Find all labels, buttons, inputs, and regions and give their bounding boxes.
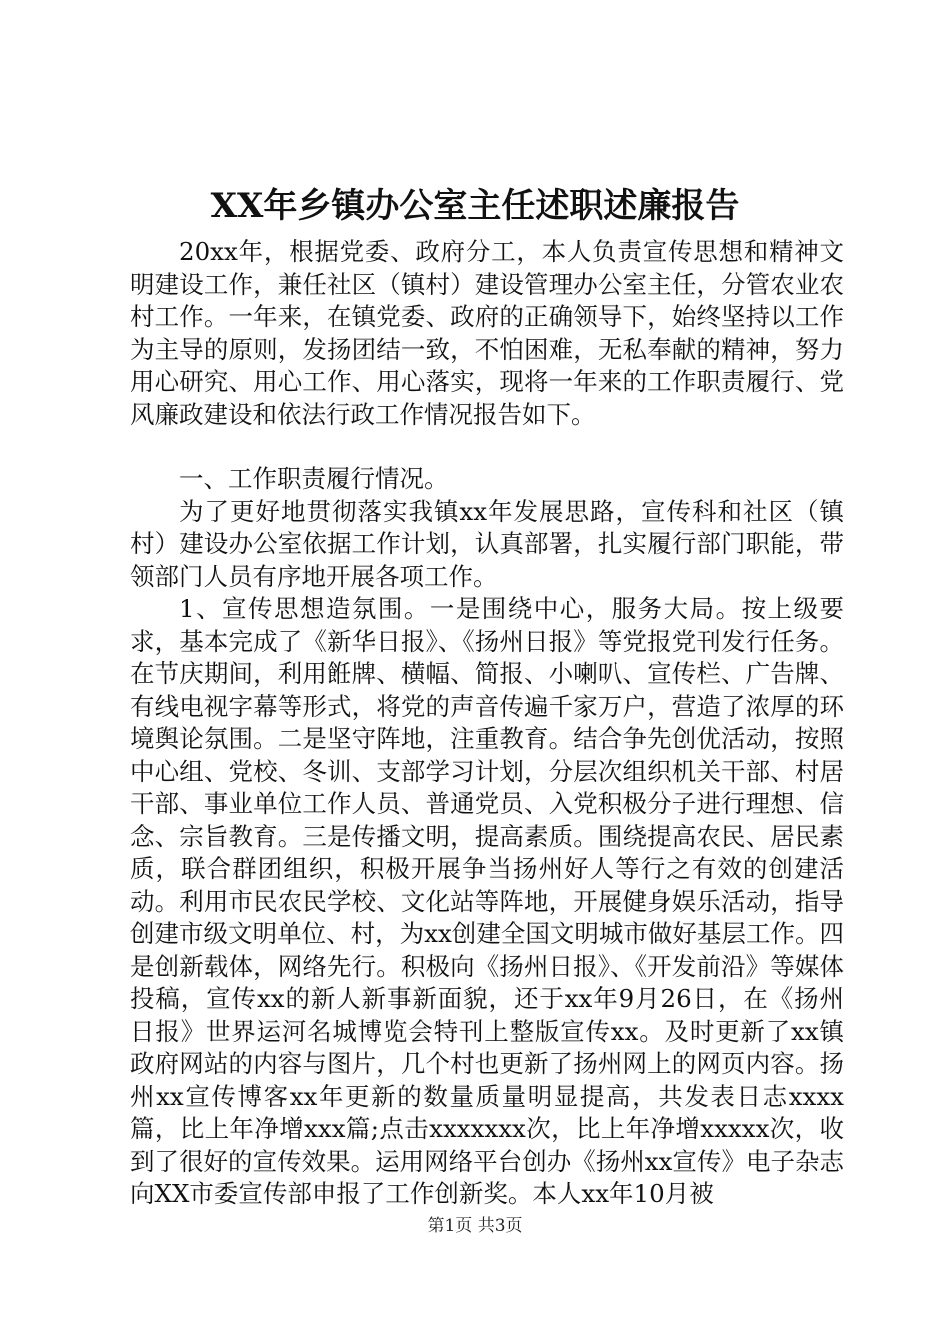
propaganda-paragraph: 1、宣传思想造氛围。一是围绕中心，服务大局。按上级要求，基本完成了《新华日报》、《扬州日报》等党报党刊发行任务。在节庆期间，利用餁牌、横幅、简报、小喇叭、宣传栏、广告牌、有线电视字幕等形式，将党的声音传遍千家万户，营造了浓厚的环境舆论氛围。二是坚守阵地，注重教育。结合争先创优活动，按照中心组、党校、冬训、支部学习计划，分层次组织机关干部、村居干部、事业单位工作人员、普通党员、入党积极分子进行理想、信念、宗旨教育。三是传播文明，提高素质。围绕提高农民、居民素质，联合群团组织，积极开展争当扬州好人等行之有效的创建活动。利用市民农民学校、文化站等阵地，开展健身娱乐活动，指导创建市级文明单位、村，为xx创建全国文明城市做好基层工作。四是创新载体，网络先行。积极向《扬州日报》、《开发前沿》等媒体投稿，宣传xx的新人新事新面貌，还于xx年9月26日，在《扬州日报》世界运河名城博览会特刊上整版宣传xx。及时更新了xx镇政府网站的内容与图片，几个村也更新了扬州网上的网页内容。扬州xx宣传博客xx年更新的数量质量明显提高，共发表日志xxxx篇，比上年净增xxx篇;点击xxxxxxx次，比上年净增xxxxx次，收到了很好的宣传效果。运用网络平台创办《扬州xx宣传》电子杂志向XX市委宣传部申报了工作创新奖。本人xx年10月被	[130, 594, 844, 1208]
section-heading: 一、工作职责履行情况。	[179, 464, 449, 493]
page-number-footer: 第1页 共3页	[427, 1216, 523, 1236]
document-body	[130, 236, 844, 1211]
document-title: XX年乡镇办公室主任述职述廉报告	[210, 186, 740, 226]
section-intro-paragraph: 为了更好地贯彻落实我镇xx年发展思路，宣传科和社区（镇村）建设办公室依据工作计划，认真部署，扎实履行部门职能，带领部门人员有序地开展各项工作。	[130, 496, 844, 591]
intro-paragraph: 20xx年，根据党委、政府分工，本人负责宣传思想和精神文明建设工作，兼任社区（镇村）建设管理办公室主任，分管农业农村工作。一年来，在镇党委、政府的正确领导下，始终坚持以工作为主导的原则，发扬团结一致，不怕困难，无私奉献的精神，努力用心研究、用心工作、用心落实，现将一年来的工作职责履行、党风廉政建设和依法行政工作情况报告如下。	[130, 237, 844, 429]
